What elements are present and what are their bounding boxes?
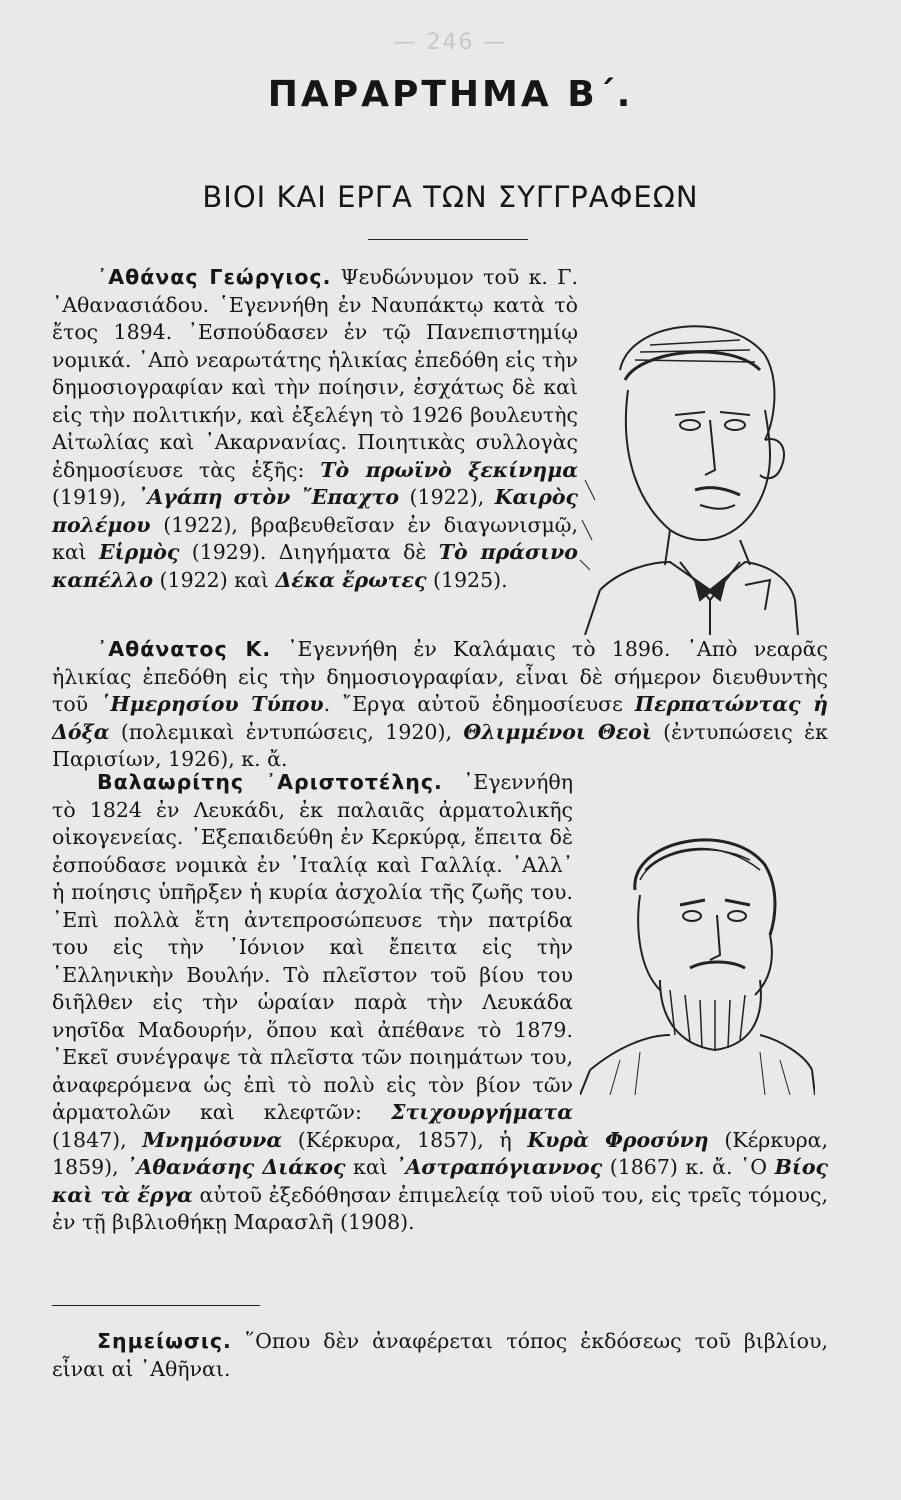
entry-text: Ψευδώνυμον τοῦ κ. Γ. ᾿Αθανασιάδου. ῾Εγεννήθη ἐν Ναυπάκτῳ κατὰ τὸ ἔτος 1894. ᾿Εσπούδασεν ἐν τῷ Πανεπιστημίῳ νομικά. ᾿Απὸ νεαρωτάτης ἡλικίας ἐπεδόθη εἰς τὴν δημοσιογραφίαν καὶ τὴν ποίησιν, ἐσχάτως δὲ καὶ εἰς τὴν πολιτικήν, καὶ ἐξελέγη τὸ 1926 βουλευτὴς Αἰτωλίας καὶ ᾿Ακαρνανίας. Ποιητικὰς συλλογὰς ἐδημοσίευσε τὰς ἑξῆς: [52, 265, 578, 482]
entry-name: Βαλαωρίτης ᾿Αριστοτέλης. [97, 770, 443, 794]
entry-text: (1929). Διηγήματα δὲ [179, 540, 439, 564]
entry-athanas-georgios [52, 264, 828, 679]
entry-text: (ἐντυπώσεις ἐκ Παρισίων, 1926), κ. ἄ. [52, 719, 828, 771]
work-title: Δέκα ἔρωτες [275, 567, 427, 592]
entry-text: . ῎Εργα αὐτοῦ ἐδημοσίευσε [323, 692, 635, 716]
work-title: Περπατώντας ἡ Δόξα [52, 692, 828, 744]
footnote-label: Σημείωσις. [97, 1329, 232, 1353]
work-title: Τὸ πράσινο καπέλλο [52, 540, 578, 592]
entry-text: καὶ [345, 1155, 396, 1179]
entry-text: (1925). [426, 567, 508, 592]
entry-valaoritis-aristotelis [52, 769, 828, 1237]
entry-text: (πολεμικαὶ ἐντυπώσεις, 1920), [109, 719, 464, 744]
entry-text: (1922), βραβευθεῖσαν ἐν διαγωνισμῷ, καὶ [52, 512, 578, 564]
work-title: ᾿Αθανάσης Διάκος [126, 1155, 346, 1179]
work-title: Καιρὸς πολέμου [52, 485, 579, 537]
portrait-float-space [578, 319, 828, 679]
entry-name: ᾿Αθάνας Γεώργιος. [97, 265, 332, 289]
entry-text: ᾿Εγεννήθη ἐν Καλάμαις τὸ 1896. ᾿Απὸ νεαρᾶς ἡλικίας ἐπεδόθη εἰς τὴν δημοσιογραφίαν, εἶναι δὲ σήμερον διευθυντὴς τοῦ [52, 637, 828, 716]
entry-text: αὐτοῦ ἐξεδόθησαν ἐπιμελείᾳ τοῦ υἱοῦ του, εἰς τρεῖς τόμους, ἐν τῇ βιβλιοθήκῃ Μαρασλῆ (1908). [52, 1182, 828, 1234]
entry-text: (1922), [399, 485, 495, 509]
page-number: — 246 — [393, 30, 508, 55]
work-title: ᾿Αστραπόγιαννος [395, 1155, 603, 1179]
entry-text: (1847), [52, 1127, 143, 1152]
work-title: Βίος καὶ τὰ ἔργα [52, 1155, 828, 1207]
work-title: ῾Ημερησίου Τύπου [100, 692, 324, 716]
portrait-float-space [573, 824, 828, 1109]
appendix-title: ΠΑΡΑΡΤΗΜΑ Β΄. [267, 74, 634, 115]
footnote-text: ῞Οπου δὲν ἀναφέρεται τόπος ἐκδόσεως τοῦ βιβλίου, εἶναι αἱ ᾿Αθῆναι. [52, 1329, 828, 1381]
entry-text: (1919), [52, 485, 138, 509]
entry-text: (1922) καὶ [153, 567, 276, 592]
work-title: Κυρὰ Φροσύνη [527, 1127, 709, 1152]
work-title: Εἱρμὸς [99, 540, 180, 564]
entry-name: ᾿Αθάνατος Κ. [97, 637, 272, 661]
footnote-rule [52, 1305, 260, 1306]
footnote [52, 1328, 828, 1383]
work-title: Στιχουργήματα [390, 1100, 573, 1124]
entry-text: (Κέρκυρα, 1857), ἡ [282, 1127, 528, 1152]
entry-text: (Κέρκυρα, 1859), [52, 1127, 829, 1179]
entry-athanatos-k [52, 636, 828, 774]
work-title: Τὸ πρωϊνὸ ξεκίνημα [320, 457, 578, 482]
work-title: Μνημόσυνα [142, 1127, 283, 1152]
title-rule [368, 239, 528, 240]
work-title: ᾿Αγάπη στὸν ῎Επαχτο [137, 485, 400, 509]
entry-text: (1867) κ. ἄ. ῾Ο [602, 1155, 775, 1179]
entry-text: ᾿Εγεννήθη τὸ 1824 ἐν Λευκάδι, ἐκ παλαιᾶς ἀρματολικῆς οἰκογενείας. ᾿Εξεπαιδεύθη ἐν Κερκύρᾳ, ἔπειτα δὲ ἐσπούδασε νομικὰ ἐν ᾿Ιταλίᾳ καὶ Γαλλίᾳ. ᾿Αλλ᾿ ἡ ποίησις ὑπῆρξεν ἡ κυρία ἀσχολία τῆς ζωῆς του. ᾿Επὶ πολλὰ ἔτη ἀντεπροσώπευσε τὴν πατρίδα του εἰς τὴν ᾿Ιόνιον καὶ ἔπειτα εἰς τὴν ῾Ελληνικὴν Βουλήν. Τὸ πλεῖστον τοῦ βίου του διῆλθεν εἰς τὴν ὡραίαν παρὰ τὴν Λευκάδα νησῖδα Μαδουρήν, ὅπου καὶ ἀπέθανε τὸ 1879. ᾿Εκεῖ συνέγραψε τὰ πλεῖστα τῶν ποιημάτων του, ἀναφερόμενα ὡς ἐπὶ τὸ πολὺ εἰς τὸν βίον τῶν ἁρματολῶν καὶ κλεφτῶν: [52, 770, 573, 1124]
work-title: Θλιμμένοι Θεοὶ [463, 719, 652, 744]
section-title: ΒΙΟΙ ΚΑΙ ΕΡΓΑ ΤΩΝ ΣΥΓΓΡΑΦΕΩΝ [202, 180, 699, 214]
